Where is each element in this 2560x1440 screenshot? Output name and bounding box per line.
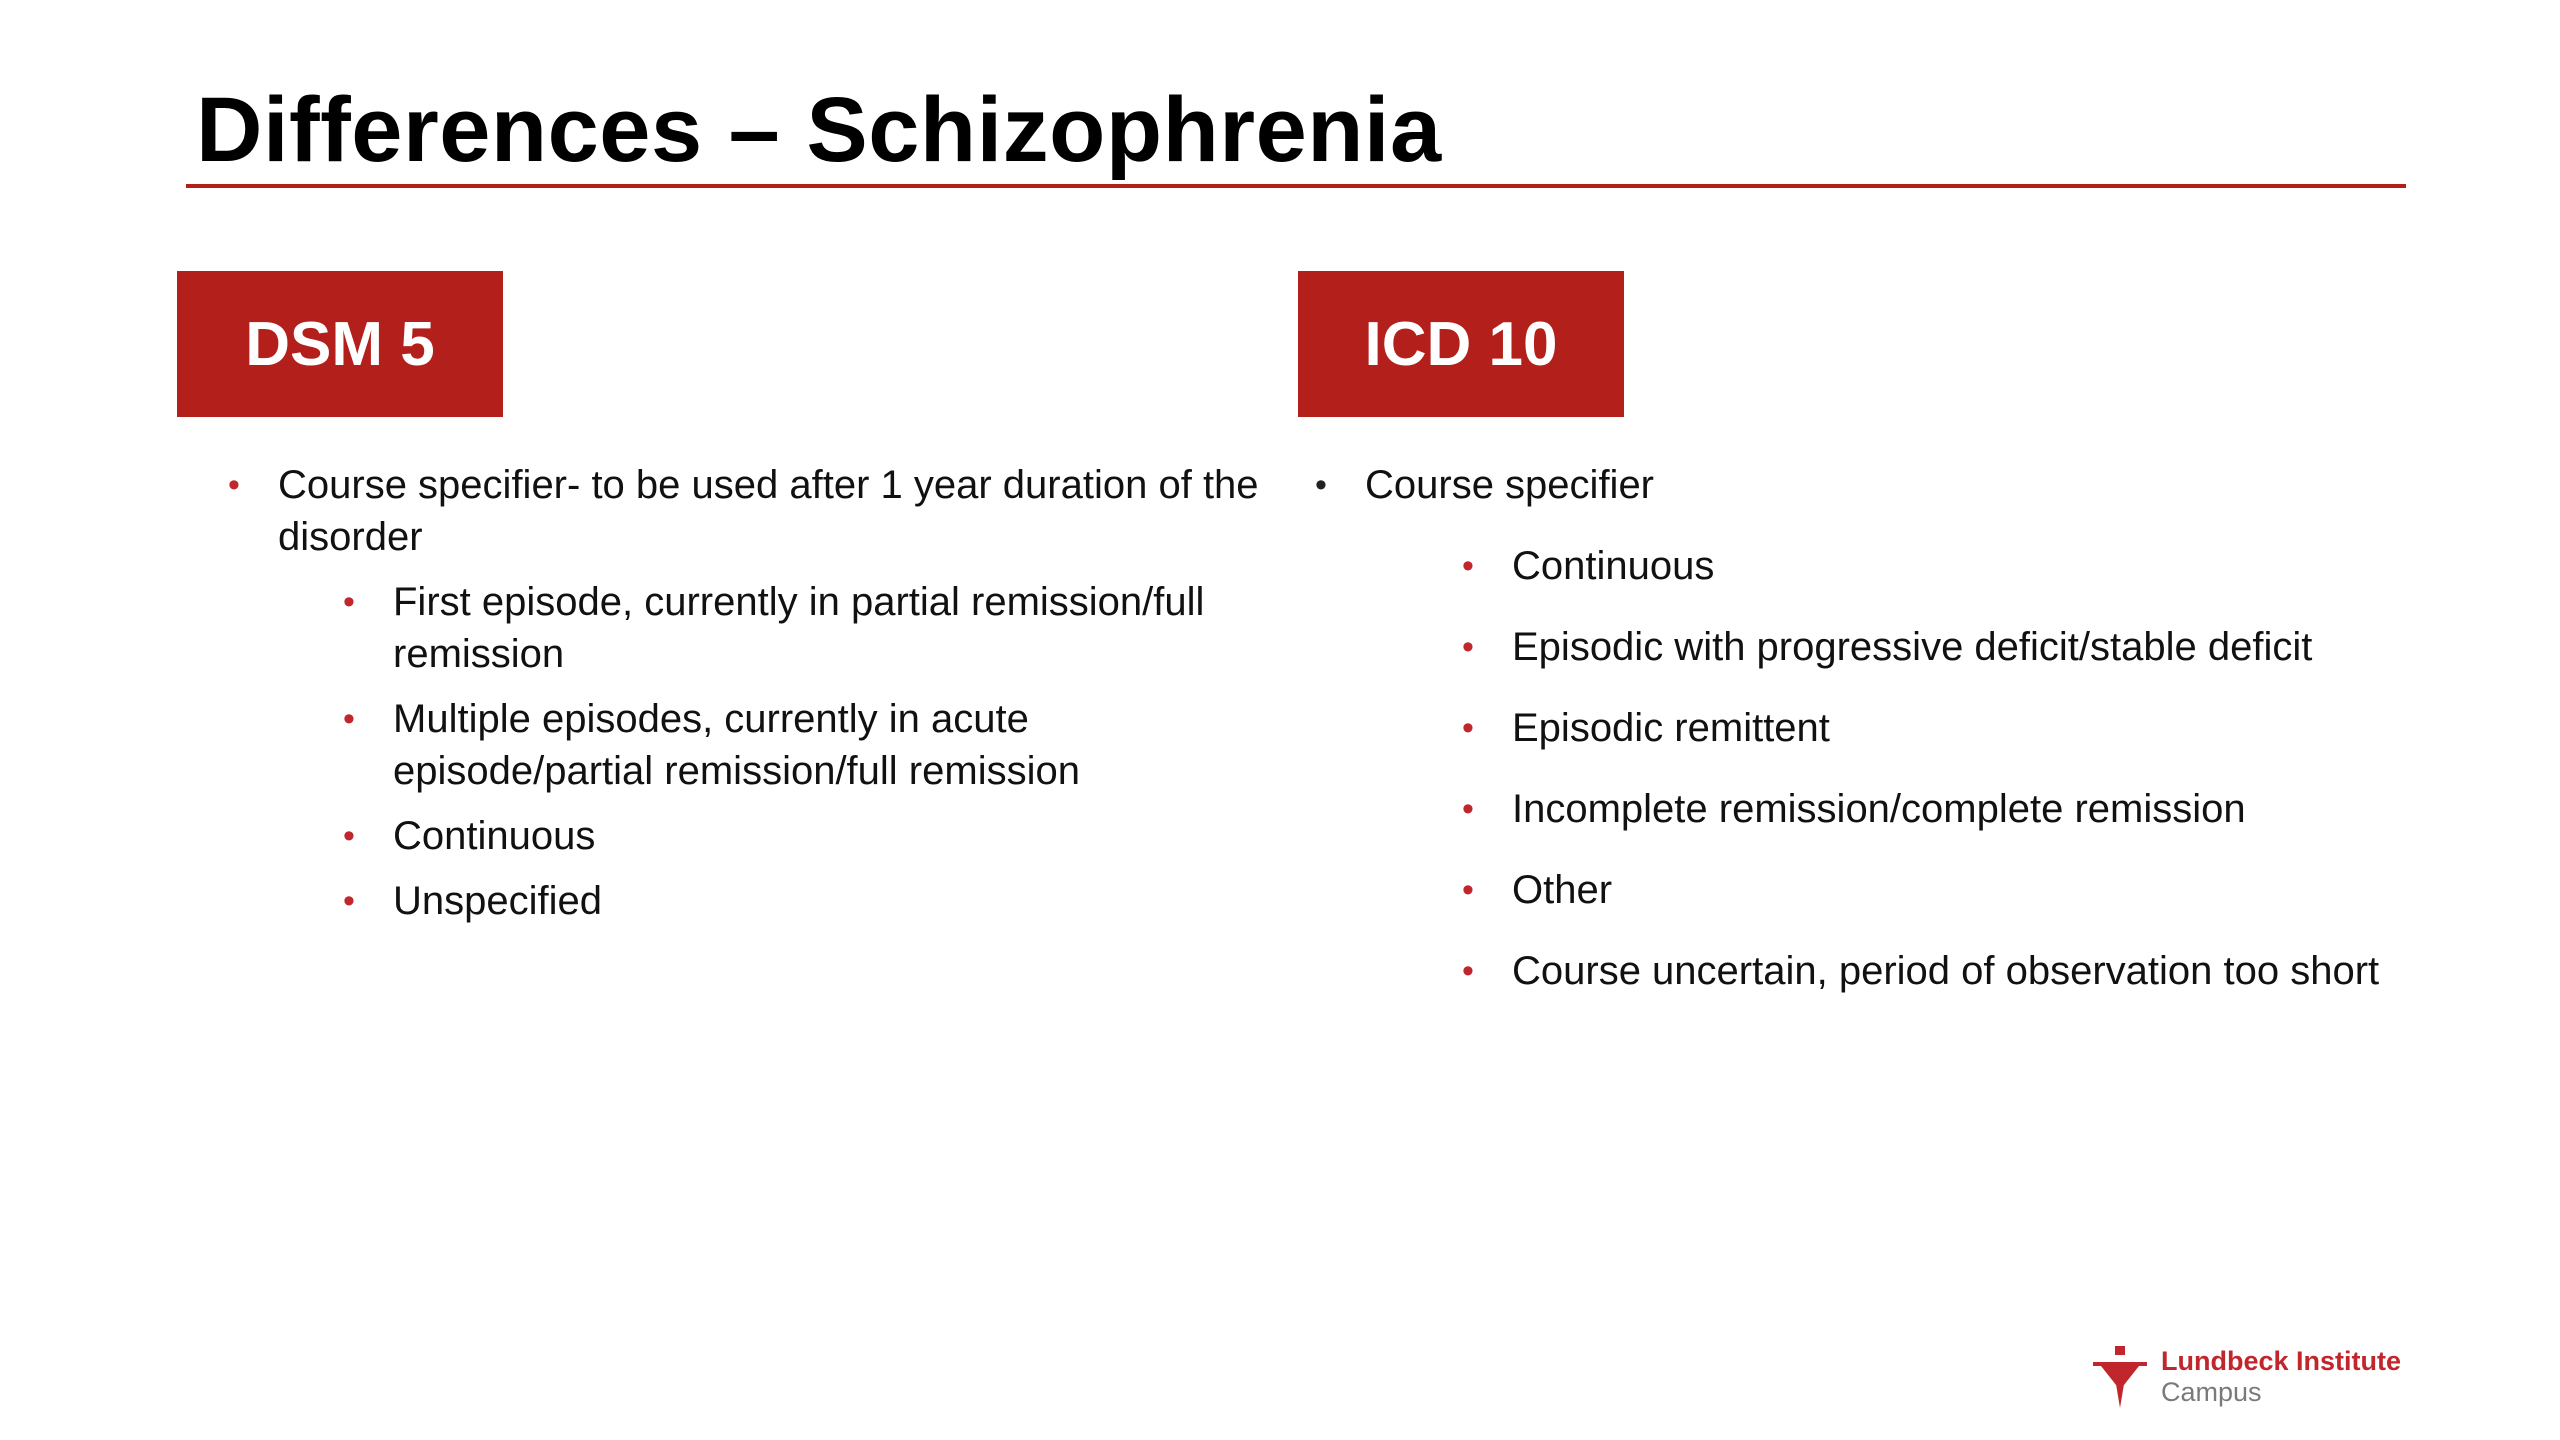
logo-text	[2161, 1348, 2401, 1406]
icd-main-bullet	[1315, 459, 2395, 997]
list-item-text: Incomplete remission/complete remission	[1512, 787, 2246, 831]
list-item	[1462, 783, 2395, 835]
list-item-text: Unspecified	[393, 879, 603, 923]
list-item-text: Other	[1512, 868, 1613, 912]
logo-subtitle: Campus	[2161, 1377, 2262, 1407]
list-item	[343, 810, 1268, 862]
list-item	[1462, 621, 2395, 673]
lundbeck-logo	[2093, 1343, 2413, 1411]
list-item-text: Continuous	[393, 814, 596, 858]
list-item	[343, 875, 1268, 927]
bullet-icon: •	[1462, 628, 1474, 666]
bullet-icon: •	[1462, 709, 1474, 747]
list-item	[1462, 702, 2395, 754]
list-item-text: Episodic with progressive deficit/stable deficit	[1512, 625, 2313, 669]
icd-header-label: ICD 10	[1364, 309, 1558, 379]
list-item	[1462, 864, 2395, 916]
page-title: Differences – Schizophrenia	[196, 79, 1442, 181]
lundbeck-logo-icon	[2093, 1346, 2147, 1408]
list-item-text: First episode, currently in partial remission/full remission	[393, 580, 1205, 676]
bullet-icon: •	[1462, 547, 1474, 585]
bullet-icon: •	[1462, 790, 1474, 828]
dsm-sub-list	[343, 576, 1268, 927]
list-item	[1462, 540, 2395, 592]
icd-sub-list	[1462, 540, 2395, 997]
list-item-text: Multiple episodes, currently in acute episode/partial remission/full remission	[393, 697, 1080, 793]
list-item-text: Continuous	[1512, 544, 1715, 588]
bullet-icon: •	[228, 466, 240, 504]
icd-main-bullet-text: Course specifier	[1365, 463, 1655, 507]
bullet-icon: •	[1462, 871, 1474, 909]
bullet-icon: •	[1315, 466, 1327, 504]
bullet-icon: •	[343, 583, 355, 621]
dsm-header	[177, 271, 503, 417]
title-divider	[186, 184, 2406, 188]
icd-header	[1298, 271, 1624, 417]
list-item	[343, 576, 1268, 680]
logo-name: Lundbeck Institute	[2161, 1346, 2402, 1376]
icd-bullet-list	[1315, 459, 2395, 1026]
list-item-text: Course uncertain, period of observation too short	[1512, 949, 2380, 993]
dsm-main-bullet-text: Course specifier- to be used after 1 year duration of the disorder	[278, 463, 1259, 559]
bullet-icon: •	[343, 882, 355, 920]
list-item-text: Episodic remittent	[1512, 706, 1830, 750]
bullet-icon: •	[343, 817, 355, 855]
bullet-icon: •	[1462, 952, 1474, 990]
list-item	[343, 693, 1268, 797]
dsm-header-label: DSM 5	[245, 309, 435, 379]
bullet-icon: •	[343, 700, 355, 738]
dsm-bullet-list	[228, 459, 1268, 940]
list-item	[1462, 945, 2395, 997]
dsm-main-bullet	[228, 459, 1268, 927]
